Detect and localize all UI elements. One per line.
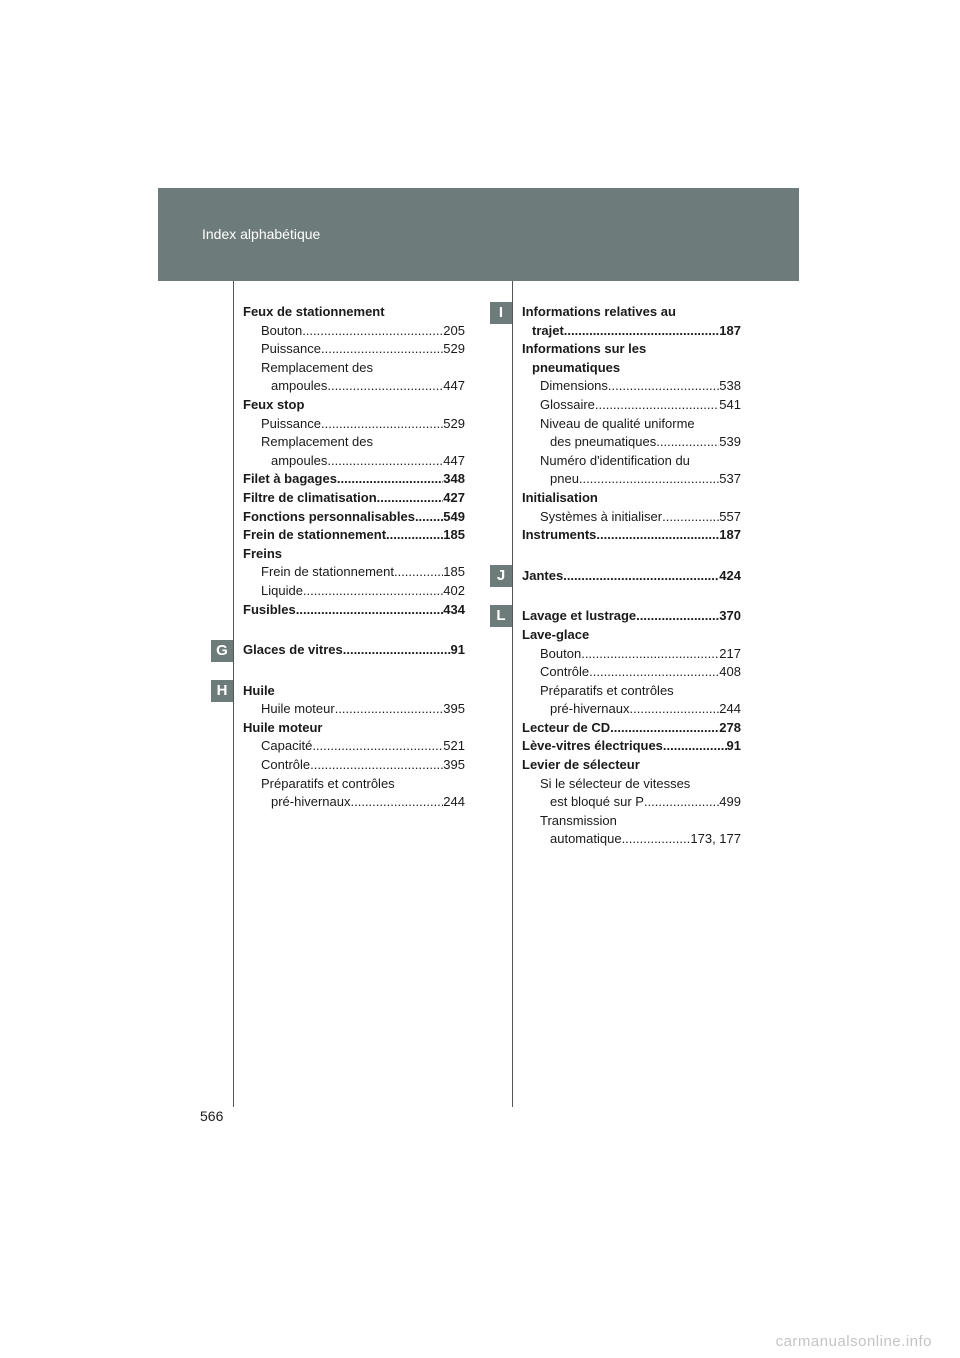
index-entry — [243, 489, 465, 508]
entry-label: Puissance — [261, 341, 321, 357]
entry-page: 447 — [443, 452, 465, 468]
page-number: 566 — [200, 1108, 224, 1124]
entry-page: 434 — [443, 601, 465, 617]
entry-page: 91 — [726, 738, 741, 754]
index-heading: Informations relatives au — [522, 304, 676, 319]
entry-label: Dimensions — [540, 378, 608, 394]
index-entry — [243, 508, 465, 527]
entry-label: Lève-vitres électriques — [522, 738, 663, 754]
header-title: Index alphabétique — [202, 226, 321, 242]
entry-page: 408 — [719, 664, 741, 680]
index-entry — [522, 322, 741, 341]
entry-page: 447 — [443, 378, 465, 394]
entry-page: 185 — [443, 564, 465, 580]
index-heading: Feux de stationnement — [243, 304, 385, 319]
page-header — [158, 188, 799, 281]
index-entry — [243, 526, 465, 545]
entry-page: 187 — [719, 527, 741, 543]
index-subheading: Numéro d'identification du — [540, 452, 690, 468]
entry-label: pneu — [550, 471, 579, 487]
entry-label: Systèmes à initialiser — [540, 508, 663, 524]
entry-label: Contrôle — [261, 757, 311, 773]
entry-label: automatique — [550, 831, 622, 847]
index-entry — [522, 737, 741, 756]
entry-page: 173, 177 — [690, 831, 741, 847]
left-index-column — [243, 303, 465, 812]
index-heading: Huile — [243, 682, 275, 698]
entry-label: Capacité — [261, 738, 313, 754]
entry-label: Bouton — [261, 322, 303, 338]
entry-label: Glaces de vitres — [243, 642, 343, 658]
entry-page: 205 — [443, 322, 465, 338]
entry-label: Filet à bagages — [243, 471, 337, 487]
entry-page: 217 — [719, 645, 741, 661]
entry-page: 541 — [719, 396, 741, 412]
entry-page: 539 — [719, 434, 741, 450]
watermark-footer — [0, 1333, 960, 1350]
index-entry — [243, 377, 465, 396]
letter-tab-j: J — [490, 565, 512, 587]
index-entry — [243, 601, 465, 620]
entry-page: 427 — [443, 489, 465, 505]
entry-page: 395 — [443, 701, 465, 717]
entry-page: 395 — [443, 757, 465, 773]
entry-page: 185 — [443, 527, 465, 543]
index-subheading: Niveau de qualité uniforme — [540, 415, 695, 431]
right-column-rule — [512, 281, 513, 1107]
index-entry — [522, 433, 741, 452]
index-entry — [522, 607, 741, 626]
index-entry — [243, 582, 465, 601]
index-entry — [243, 737, 465, 756]
entry-label: des pneumatiques — [550, 434, 657, 450]
entry-page: 187 — [719, 322, 741, 338]
index-heading: Feux stop — [243, 396, 305, 412]
entry-label: Lecteur de CD — [522, 719, 611, 735]
index-entry — [522, 700, 741, 719]
entry-page: 402 — [443, 582, 465, 598]
index-heading: Informations sur les — [522, 341, 647, 357]
index-subheading: Remplacement des — [261, 359, 373, 375]
index-entry — [243, 470, 465, 489]
index-subheading: Si le sélecteur de vitesses — [540, 775, 691, 791]
entry-page: 499 — [719, 794, 741, 810]
entry-label: Frein de stationnement — [261, 564, 394, 580]
index-subheading: Remplacement des — [261, 434, 373, 450]
right-index-column — [522, 303, 741, 849]
left-column-rule — [233, 281, 234, 1107]
entry-label: Lavage et lustrage — [522, 608, 637, 624]
entry-page: 557 — [719, 508, 741, 524]
index-entry — [243, 641, 465, 660]
index-entry — [522, 567, 741, 586]
index-heading: Freins — [243, 545, 283, 561]
entry-page: 278 — [719, 719, 741, 735]
entry-label: Puissance — [261, 415, 321, 431]
letter-tab-g: G — [211, 640, 233, 662]
index-subheading: Préparatifs et contrôles — [540, 682, 674, 698]
entry-label: est bloqué sur P — [550, 794, 644, 810]
entry-label: trajet — [532, 322, 564, 338]
entry-label: Fonctions personnalisables — [243, 508, 415, 524]
index-heading: Huile moteur — [243, 719, 323, 735]
index-heading: Initialisation — [522, 489, 598, 505]
index-entry — [243, 452, 465, 471]
entry-label: Glossaire — [540, 396, 595, 412]
index-heading: pneumatiques — [532, 359, 621, 375]
entry-page: 244 — [443, 794, 465, 810]
entry-label: Filtre de climatisation — [243, 489, 377, 505]
letter-tab-i: I — [490, 302, 512, 324]
index-entry — [522, 526, 741, 545]
index-entry — [522, 830, 741, 849]
index-subheading: Préparatifs et contrôles — [261, 775, 395, 791]
entry-label: ampoules — [271, 452, 328, 468]
index-subheading: Transmission — [540, 812, 617, 828]
entry-page: 370 — [719, 608, 741, 624]
index-entry — [522, 719, 741, 738]
entry-page: 348 — [443, 471, 465, 487]
entry-page: 529 — [443, 415, 465, 431]
index-entry — [243, 415, 465, 434]
index-entry — [522, 508, 741, 527]
entry-page: 549 — [443, 508, 465, 524]
entry-label: pré-hivernaux — [271, 794, 351, 810]
entry-page: 521 — [443, 738, 465, 754]
index-heading: Lave-glace — [522, 626, 590, 642]
entry-label: Liquide — [261, 582, 303, 598]
letter-tab-l: L — [490, 605, 512, 627]
index-entry — [243, 340, 465, 359]
watermark-text: carmanualsonline.info — [775, 1333, 932, 1350]
entry-page: 537 — [719, 471, 741, 487]
entry-label: Huile moteur — [261, 701, 335, 717]
index-entry — [522, 663, 741, 682]
entry-label: Frein de stationnement — [243, 527, 387, 543]
entry-page: 91 — [450, 642, 465, 658]
entry-label: pré-hivernaux — [550, 701, 630, 717]
index-entry — [522, 793, 741, 812]
entry-label: Contrôle — [540, 664, 590, 680]
letter-tab-h: H — [211, 680, 233, 702]
index-entry — [243, 322, 465, 341]
index-entry — [522, 470, 741, 489]
entry-label: Instruments — [522, 527, 597, 543]
entry-page: 529 — [443, 341, 465, 357]
entry-page: 424 — [719, 567, 741, 583]
index-entry — [243, 793, 465, 812]
index-entry — [243, 563, 465, 582]
index-entry — [522, 645, 741, 664]
entry-page: 244 — [719, 701, 741, 717]
entry-label: Jantes — [522, 567, 564, 583]
entry-page: 538 — [719, 378, 741, 394]
index-heading: Levier de sélecteur — [522, 757, 640, 773]
index-entry — [243, 756, 465, 775]
index-entry — [522, 377, 741, 396]
index-entry — [243, 700, 465, 719]
entry-label: Fusibles — [243, 601, 296, 617]
index-entry — [522, 396, 741, 415]
entry-label: Bouton — [540, 645, 582, 661]
entry-label: ampoules — [271, 378, 328, 394]
